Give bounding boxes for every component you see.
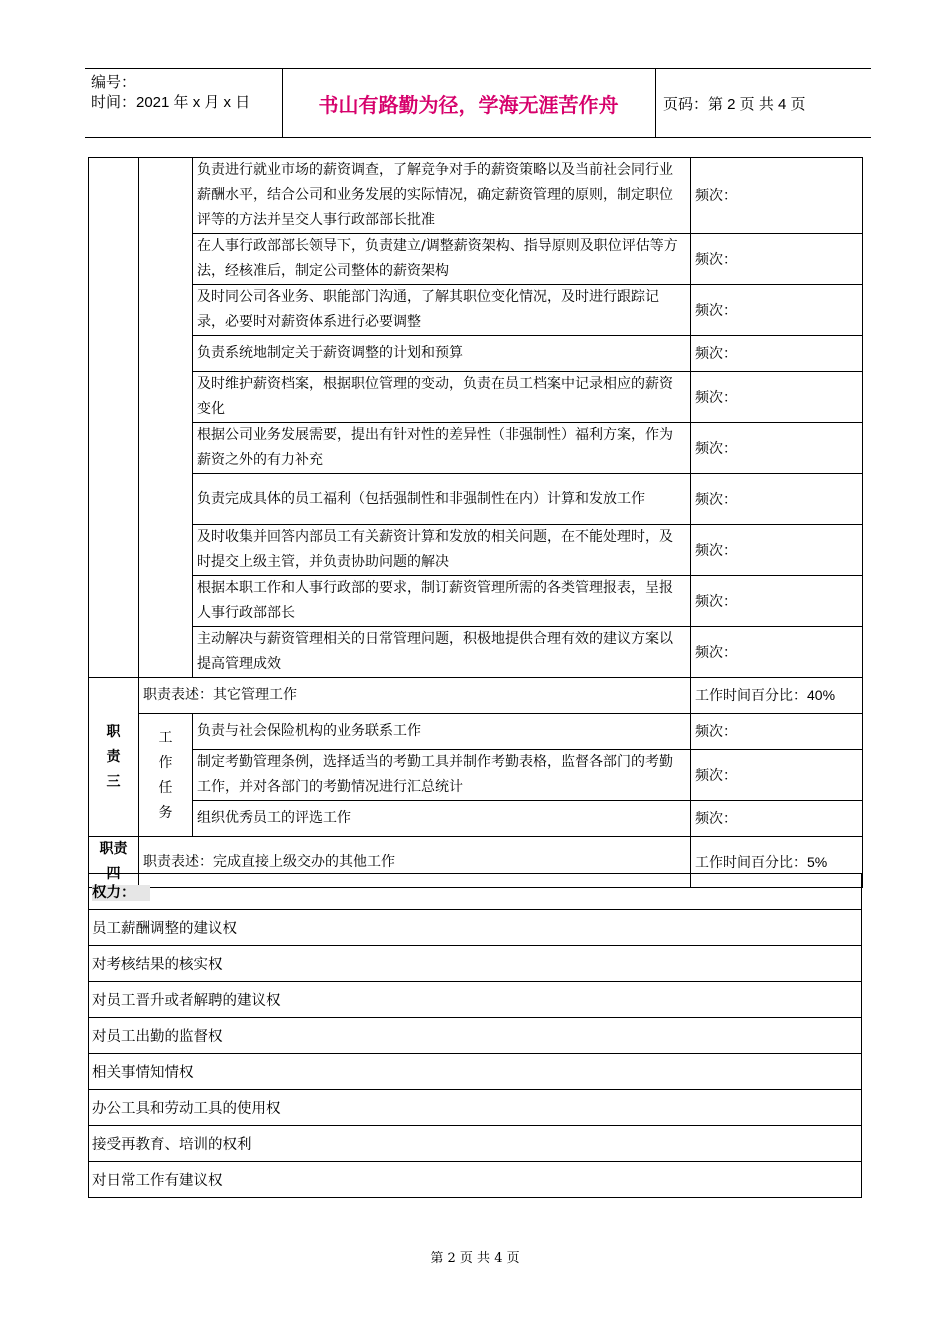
power-item: 接受再教育、培训的权利 (89, 1126, 862, 1162)
task-text: 制定考勤管理条例，选择适当的考勤工具并制作考勤表格，监督各部门的考勤工作，并对各部门的考勤情况进行汇总统计 (193, 750, 691, 801)
table-row (89, 525, 863, 576)
task-text: 及时收集并回答内部员工有关薪资计算和发放的相关问题，在不能处理时，及时提交上级主管，并负责协助问题的解决 (193, 525, 691, 576)
task-frequency: 频次： (691, 336, 863, 372)
duty2-section (89, 158, 863, 678)
table-row (89, 801, 863, 837)
table-row (89, 946, 862, 982)
duties-table (88, 157, 863, 888)
page-header (85, 68, 871, 138)
task-text: 主动解决与薪资管理相关的日常管理问题，积极地提供合理有效的建议方案以提高管理成效 (193, 627, 691, 678)
table-row (89, 158, 863, 234)
table-row (89, 423, 863, 474)
task-frequency: 频次： (691, 627, 863, 678)
duty2-category-cell (89, 158, 139, 678)
duty4-label: 职责四 (89, 837, 139, 888)
table-row (89, 1162, 862, 1198)
duty3-label: 职责三 (89, 678, 139, 837)
power-item: 办公工具和劳动工具的使用权 (89, 1090, 862, 1126)
table-row (89, 1018, 862, 1054)
duty2-task-label-cell (139, 158, 193, 678)
task-frequency: 频次： (691, 714, 863, 750)
task-frequency: 频次： (691, 285, 863, 336)
doc-number-label: 编号： (91, 74, 137, 91)
page-footer: 第 2 页 共 4 页 (430, 1251, 520, 1266)
task-text: 根据公司业务发展需要，提出有针对性的差异性（非强制性）福利方案，作为薪资之外的有力补充 (193, 423, 691, 474)
powers-title: 权力： (92, 885, 150, 901)
table-row (89, 910, 862, 946)
task-frequency: 频次： (691, 158, 863, 234)
table-row (89, 678, 863, 714)
table-row (89, 1054, 862, 1090)
task-text: 负责与社会保险机构的业务联系工作 (193, 714, 691, 750)
power-item: 对员工出勤的监督权 (89, 1018, 862, 1054)
duty3-description: 职责表述：其它管理工作 (139, 678, 691, 714)
task-frequency: 频次： (691, 525, 863, 576)
table-row (89, 576, 863, 627)
table-row (89, 714, 863, 750)
power-item: 相关事情知情权 (89, 1054, 862, 1090)
doc-time-label: 时间：2021 年 x 月 x 日 (91, 94, 251, 111)
motto-text: 书山有路勤为径，学海无涯苦作舟 (318, 92, 619, 117)
task-frequency: 频次： (691, 423, 863, 474)
duty3-task-label: 工作任务 (139, 714, 193, 837)
powers-heading (89, 874, 862, 910)
duty4-description: 职责表述：完成直接上级交办的其他工作 (139, 837, 691, 888)
header-meta (91, 73, 250, 113)
table-row (89, 627, 863, 678)
task-frequency: 频次： (691, 474, 863, 525)
task-text: 及时同公司各业务、职能部门沟通，了解其职位变化情况，及时进行跟踪记录，必要时对薪资体系进行必要调整 (193, 285, 691, 336)
table-row (89, 336, 863, 372)
table-row (89, 474, 863, 525)
task-text: 根据本职工作和人事行政部的要求，制订薪资管理所需的各类管理报表，呈报人事行政部部长 (193, 576, 691, 627)
task-frequency: 频次： (691, 234, 863, 285)
table-row (89, 750, 863, 801)
table-row (89, 285, 863, 336)
table-row (89, 372, 863, 423)
task-text: 及时维护薪资档案，根据职位管理的变动，负责在员工档案中记录相应的薪资变化 (193, 372, 691, 423)
table-row (89, 234, 863, 285)
powers-table (88, 873, 862, 1198)
task-text: 在人事行政部部长领导下，负责建立/调整薪资架构、指导原则及职位评估等方法，经核准后，制定公司整体的薪资架构 (193, 234, 691, 285)
task-frequency: 频次： (691, 372, 863, 423)
table-row (89, 1090, 862, 1126)
power-item: 对员工晋升或者解聘的建议权 (89, 982, 862, 1018)
task-text: 负责进行就业市场的薪资调查，了解竞争对手的薪资策略以及当前社会同行业薪酬水平，结合公司和业务发展的实际情况，确定薪资管理的原则，制定职位评等的方法并呈交人事行政部部长批准 (193, 158, 691, 234)
header-motto (282, 69, 655, 137)
task-text: 组织优秀员工的评选工作 (193, 801, 691, 837)
table-row (89, 1126, 862, 1162)
table-row (89, 982, 862, 1018)
task-text: 负责系统地制定关于薪资调整的计划和预算 (193, 336, 691, 372)
duty3-section (89, 678, 863, 837)
header-page-number: 页码：第 2 页 共 4 页 (663, 95, 806, 113)
power-item: 对日常工作有建议权 (89, 1162, 862, 1198)
task-frequency: 频次： (691, 801, 863, 837)
power-item: 对考核结果的核实权 (89, 946, 862, 982)
duty3-time-percentage: 工作时间百分比：40% (691, 678, 863, 714)
duty4-time-percentage: 工作时间百分比：5% (691, 837, 863, 888)
task-frequency: 频次： (691, 750, 863, 801)
task-text: 负责完成具体的员工福利（包括强制性和非强制性在内）计算和发放工作 (193, 474, 691, 525)
task-frequency: 频次： (691, 576, 863, 627)
table-row (89, 874, 862, 910)
power-item: 员工薪酬调整的建议权 (89, 910, 862, 946)
header-divider (655, 69, 656, 137)
